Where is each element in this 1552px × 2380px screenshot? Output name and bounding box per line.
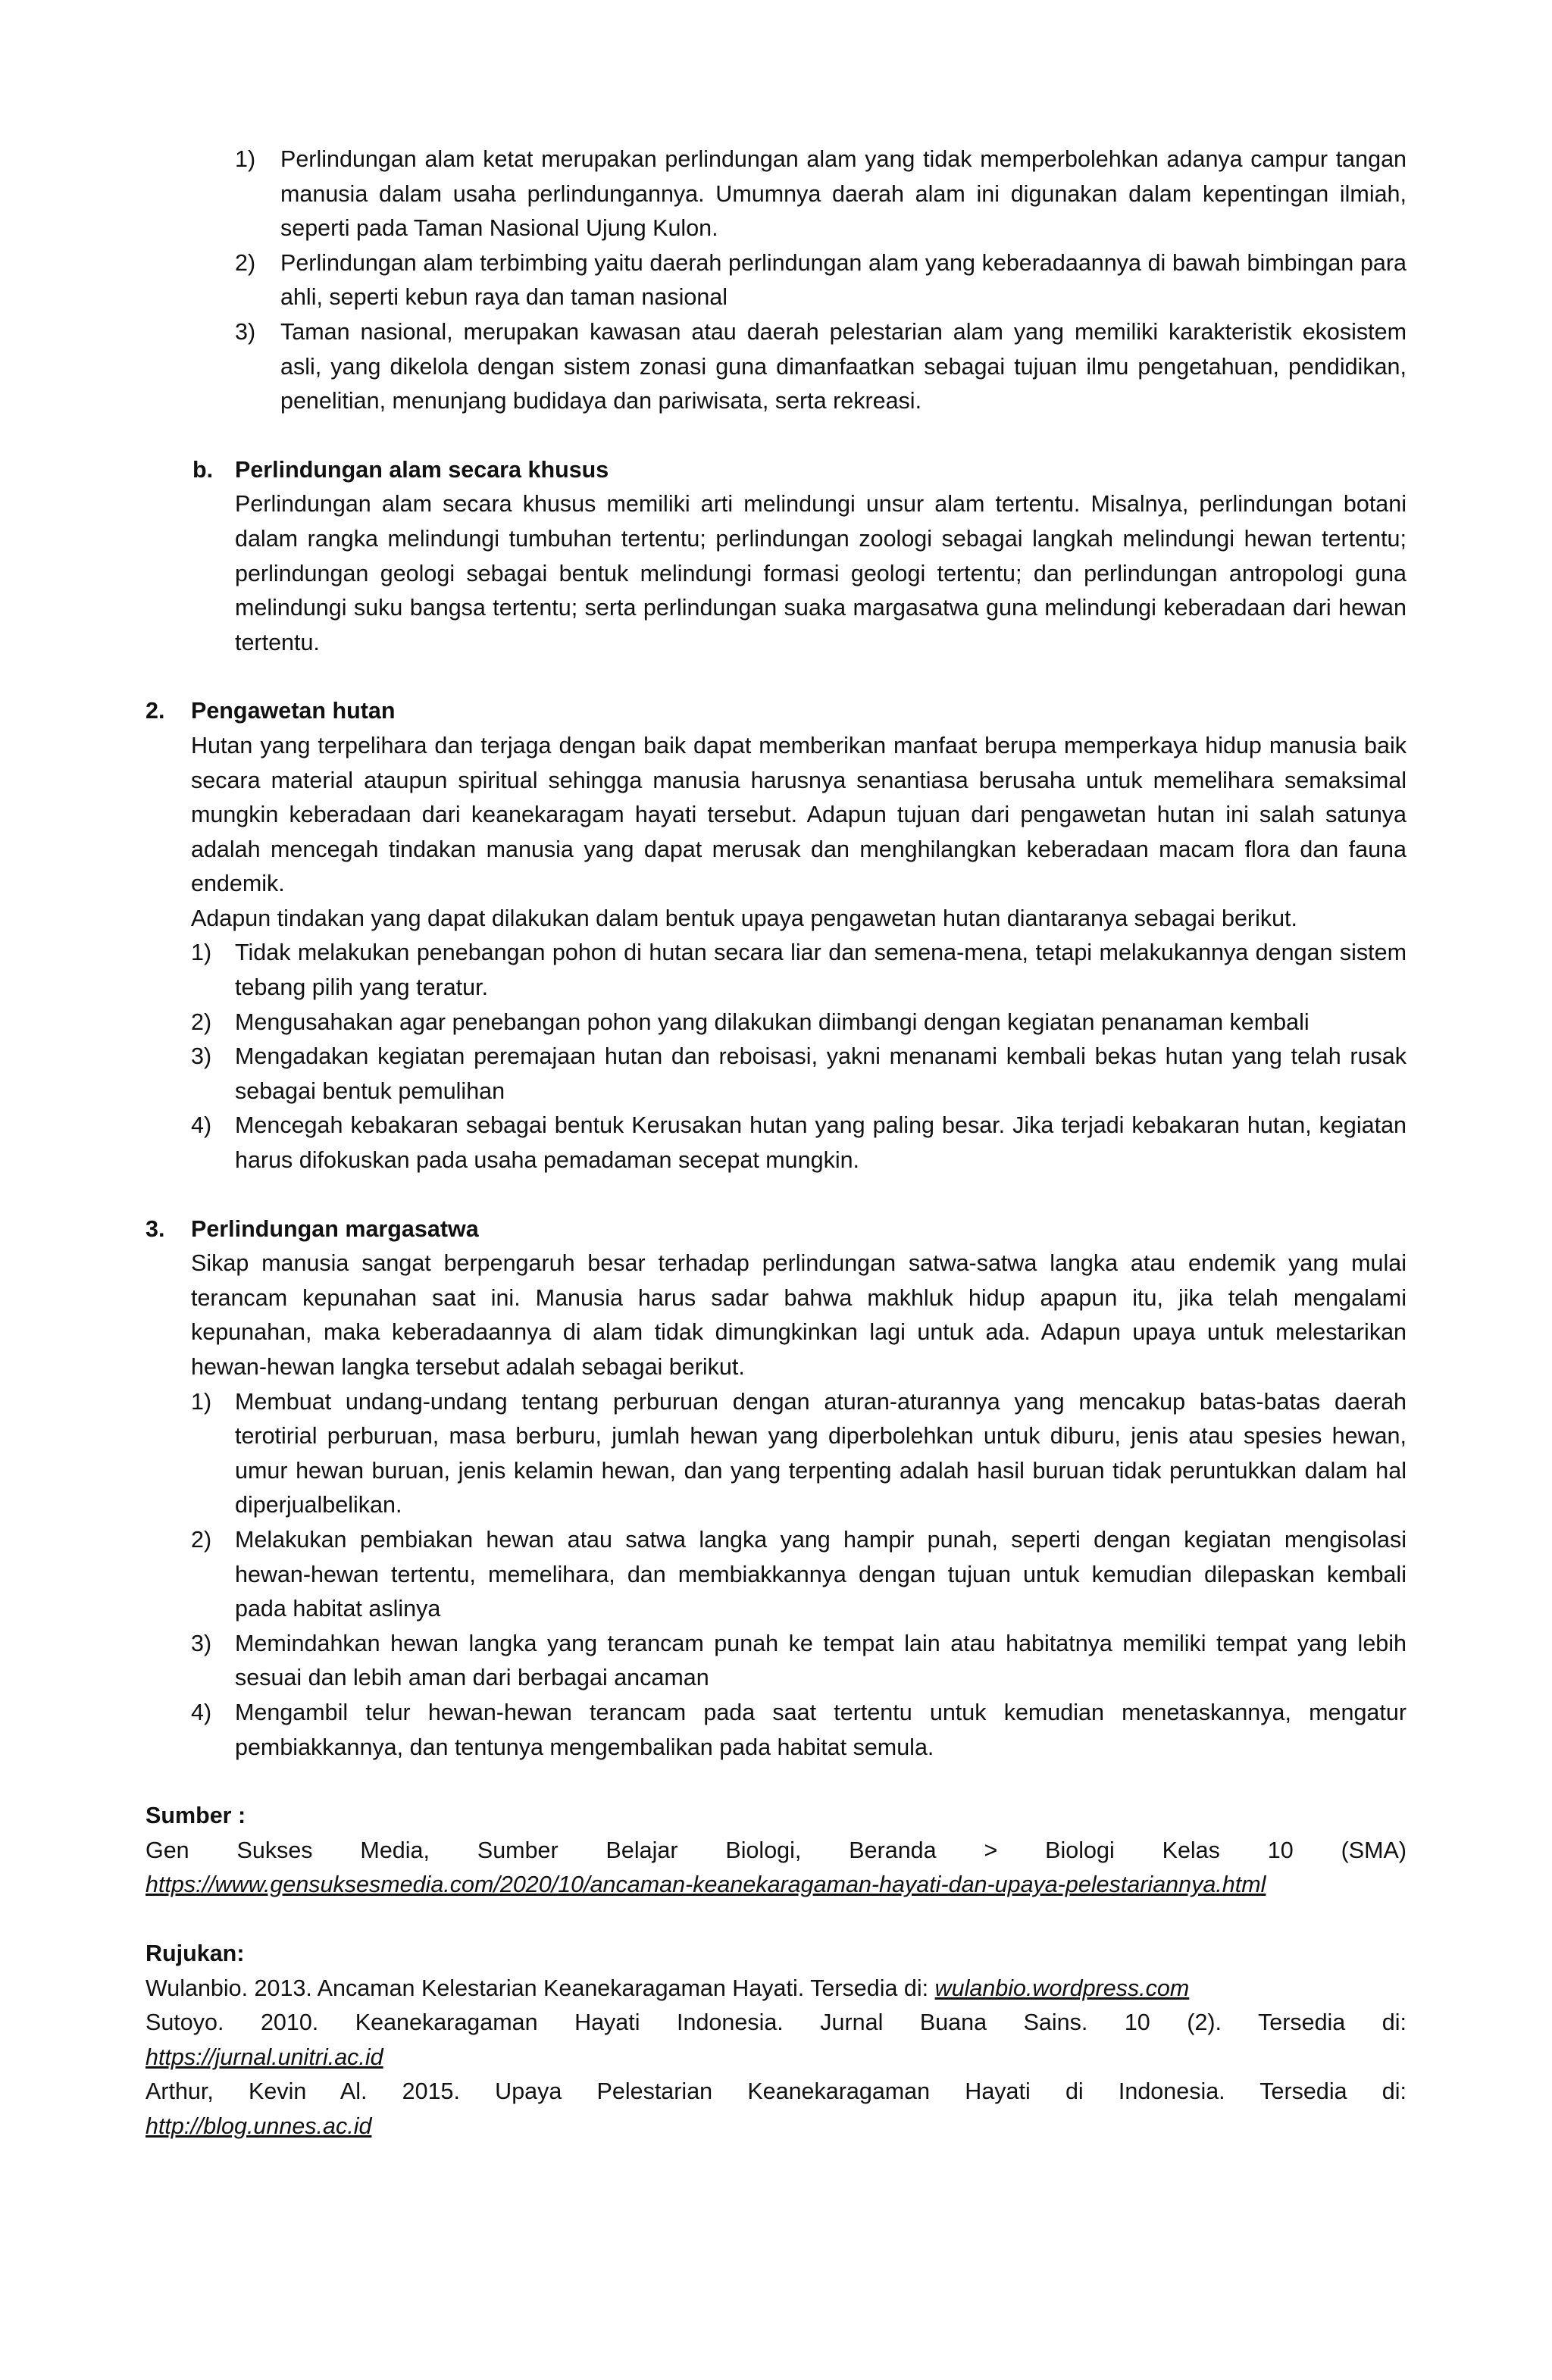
section-b-body: Perlindungan alam secara khusus memiliki arti melindungi unsur alam tertentu. Misalnya, perlindungan botani dalam rangka melindungi tumbuhan tertentu; perlindungan zoologi sebagai langkah melindungi hewan tertentu; perlindungan geologi sebagai bentuk melindungi formasi geologi tertentu; dan perlindungan antropologi guna melindungi suku bangsa tertentu; serta perlindungan suaka margasatwa guna melindungi keberadaan dari hewan tertentu. bbox=[235, 491, 1406, 655]
section-2-title: Pengawetan hutan bbox=[191, 698, 396, 724]
section-b: b. Perlindungan alam secara khusus Perlindungan alam secara khusus memiliki arti melindungi unsur alam tertentu. Misalnya, perlindungan botani dalam rangka melindungi tumbuhan tertentu; perlindungan zoologi sebagai langkah melindungi hewan tertentu; perlindungan geologi sebagai bentuk melindungi formasi geologi tertentu; dan perlindungan antropologi guna melindungi suku bangsa tertentu; serta perlindungan suaka margasatwa guna melindungi keberadaan dari hewan tertentu. bbox=[192, 453, 1406, 661]
reference-item: Sutoyo. 2010. Keanekaragaman Hayati Indonesia. Jurnal Buana Sains. 10 (2). Tersedia di: bbox=[146, 2009, 1406, 2036]
section-2-intro: Adapun tindakan yang dapat dilakukan dalam bentuk upaya pengawetan hutan diantaranya sebagai berikut. bbox=[191, 905, 1298, 931]
section-b-title: Perlindungan alam secara khusus bbox=[235, 456, 609, 483]
reference-link[interactable]: https://jurnal.unitri.ac.id bbox=[146, 2044, 383, 2070]
document-body bbox=[146, 142, 1406, 2144]
list-item: 2) Mengusahakan agar penebangan pohon yang dilakukan diimbangi dengan kegiatan penanaman kembali bbox=[191, 1009, 1310, 1035]
sources-link[interactable]: https://www.gensuksesmedia.com/2020/10/ancaman-keanekaragaman-hayati-dan-upaya-pelestariannya.html bbox=[146, 1872, 1266, 1898]
sources-heading: Sumber : bbox=[146, 1803, 246, 1829]
list-item: 3) Mengadakan kegiatan peremajaan hutan dan reboisasi, yakni menanami kembali bekas hutan yang telah rusak sebagai bentuk pemulihan bbox=[191, 1043, 1406, 1104]
section-2-body: Hutan yang terpelihara dan terjaga dengan baik dapat memberikan manfaat berupa memperkaya hidup manusia baik secara material ataupun spiritual sehingga manusia harusnya senantiasa berusaha untuk memelihara semaksimal mungkin keberadaan dari keanekaragam hayati tersebut. Adapun tujuan dari pengawetan hutan ini salah satunya adalah mencegah tindakan manusia yang dapat merusak dan menghilangkan keberadaan macam flora dan fauna endemik. bbox=[191, 732, 1406, 897]
list-item: 3) Taman nasional, merupakan kawasan atau daerah pelestarian alam yang memiliki karakteristik ekosistem asli, yang dikelola dengan sistem zonasi guna dimanfaatkan sebagai tujuan ilmu pengetahuan, pendidikan, penelitian, menunjang budidaya dan pariwisata, serta rekreasi. bbox=[235, 318, 1406, 414]
list-item: 2) Melakukan pembiakan hewan atau satwa langka yang hampir punah, seperti dengan kegiatan mengisolasi hewan-hewan tertentu, memelihara, dan membiakkannya dengan tujuan untuk kemudian dilepaskan kembali pada habitat aslinya bbox=[191, 1526, 1406, 1622]
section-2: 2. Pengawetan hutan Hutan yang terpelihara dan terjaga dengan baik dapat memberikan manfaat berupa memperkaya hidup manusia baik secara material ataupun spiritual sehingga manusia harusnya senantiasa berusaha untuk memelihara semaksimal mungkin keberadaan dari keanekaragam hayati tersebut. Adapun tujuan dari pengawetan hutan ini salah satunya adalah mencegah tindakan manusia yang dapat merusak dan menghilangkan keberadaan macam flora dan fauna endemik. Adapun tindakan yang dapat dilakukan dalam bentuk upaya pengawetan hutan diantaranya sebagai berikut. 1) Tidak melakukan penebangan pohon di hutan secara liar dan semena-mena, tetapi melakukannya dengan sistem tebang pilih yang teratur. 2) Mengusahakan agar penebangan pohon yang dilakukan diimbangi dengan kegiatan penanaman kembali 3) Mengadakan kegiatan peremajaan hutan dan reboisasi, yakni menanami kembali bekas hutan yang telah rusak sebagai bentuk pemulihan 4) Mencegah kebakaran sebagai bentuk Kerusakan hutan yang paling besar. Jika terjadi kebakaran hutan, kegiatan harus difokuskan pada usaha pemadaman secepat mungkin. bbox=[146, 694, 1406, 1177]
reference-link[interactable]: http://blog.unnes.ac.id bbox=[146, 2113, 372, 2139]
list-item: 3) Memindahkan hewan langka yang terancam punah ke tempat lain atau habitatnya memiliki tempat yang lebih sesuai dan lebih aman dari berbagai ancaman bbox=[191, 1630, 1406, 1691]
references-heading: Rujukan: bbox=[146, 1940, 245, 1966]
list-item: 4) Mencegah kebakaran sebagai bentuk Kerusakan hutan yang paling besar. Jika terjadi kebakaran hutan, kegiatan harus difokuskan pada usaha pemadaman secepat mungkin. bbox=[191, 1112, 1406, 1174]
list-item: 2) Perlindungan alam terbimbing yaitu daerah perlindungan alam yang keberadaannya di bawah bimbingan para ahli, seperti kebun raya dan taman nasional bbox=[235, 249, 1406, 311]
sources-line: Gen Sukses Media, Sumber Belajar Biologi, Beranda > Biologi Kelas 10 (SMA) bbox=[146, 1837, 1406, 1863]
reference-item: Arthur, Kevin Al. 2015. Upaya Pelestarian Keanekaragaman Hayati di Indonesia. Tersedia di: bbox=[146, 2078, 1406, 2105]
list-item: 4) Mengambil telur hewan-hewan terancam pada saat tertentu untuk kemudian menetaskannya, mengatur pembiakkannya, dan tentunya mengembalikan pada habitat semula. bbox=[191, 1699, 1406, 1760]
reference-link[interactable]: wulanbio.wordpress.com bbox=[934, 1975, 1190, 2001]
sources-block bbox=[146, 1799, 1406, 1903]
list-item: 1) Tidak melakukan penebangan pohon di hutan secara liar dan semena-mena, tetapi melakukannya dengan sistem tebang pilih yang teratur. bbox=[191, 940, 1406, 1001]
section-3-body: Sikap manusia sangat berpengaruh besar terhadap perlindungan satwa-satwa langka atau endemik yang mulai terancam kepunahan saat ini. Manusia harus sadar bahwa makhluk hidup apapun itu, jika telah mengalami kepunahan, maka keberadaannya di alam tidak dimungkinkan lagi untuk ada. Adapun upaya untuk melestarikan hewan-hewan langka tersebut adalah sebagai berikut. bbox=[191, 1250, 1406, 1380]
references-block bbox=[146, 1937, 1406, 2144]
section-3-title: Perlindungan margasatwa bbox=[191, 1215, 479, 1242]
reference-item: Wulanbio. 2013. Ancaman Kelestarian Keanekaragaman Hayati. Tersedia di: wulanbio.wordpress.com bbox=[146, 1975, 1190, 2001]
list-item: 1) Membuat undang-undang tentang perburuan dengan aturan-aturannya yang mencakup batas-batas daerah terotirial perburuan, masa berburu, jumlah hewan yang diperbolehkan untuk diburu, jenis atau spesies hewan, umur hewan buruan, jenis kelamin hewan, dan yang terpenting adalah hasil buruan tidak peruntukkan dalam hal diperjualbelikan. bbox=[191, 1388, 1406, 1518]
intro-list bbox=[235, 142, 1406, 419]
section-3: 3. Perlindungan margasatwa Sikap manusia sangat berpengaruh besar terhadap perlindungan satwa-satwa langka atau endemik yang mulai terancam kepunahan saat ini. Manusia harus sadar bahwa makhluk hidup apapun itu, jika telah mengalami kepunahan, maka keberadaannya di alam tidak dimungkinkan lagi untuk ada. Adapun upaya untuk melestarikan hewan-hewan langka tersebut adalah sebagai berikut. 1) Membuat undang-undang tentang perburuan dengan aturan-aturannya yang mencakup batas-batas daerah terotirial perburuan, masa berburu, jumlah hewan yang diperbolehkan untuk diburu, jenis atau spesies hewan, umur hewan buruan, jenis kelamin hewan, dan yang terpenting adalah hasil buruan tidak peruntukkan dalam hal diperjualbelikan. 2) Melakukan pembiakan hewan atau satwa langka yang hampir punah, seperti dengan kegiatan mengisolasi hewan-hewan tertentu, memelihara, dan membiakkannya dengan tujuan untuk kemudian dilepaskan kembali pada habitat aslinya 3) Memindahkan hewan langka yang terancam punah ke tempat lain atau habitatnya memiliki tempat yang lebih sesuai dan lebih aman dari berbagai ancaman 4) Mengambil telur hewan-hewan terancam pada saat tertentu untuk kemudian menetaskannya, mengatur pembiakkannya, dan tentunya mengembalikan pada habitat semula. bbox=[146, 1212, 1406, 1765]
list-item: 1) Perlindungan alam ketat merupakan perlindungan alam yang tidak memperbolehkan adanya campur tangan manusia dalam usaha perlindungannya. Umumnya daerah alam ini digunakan dalam kepentingan ilmiah, seperti pada Taman Nasional Ujung Kulon. bbox=[235, 146, 1406, 242]
